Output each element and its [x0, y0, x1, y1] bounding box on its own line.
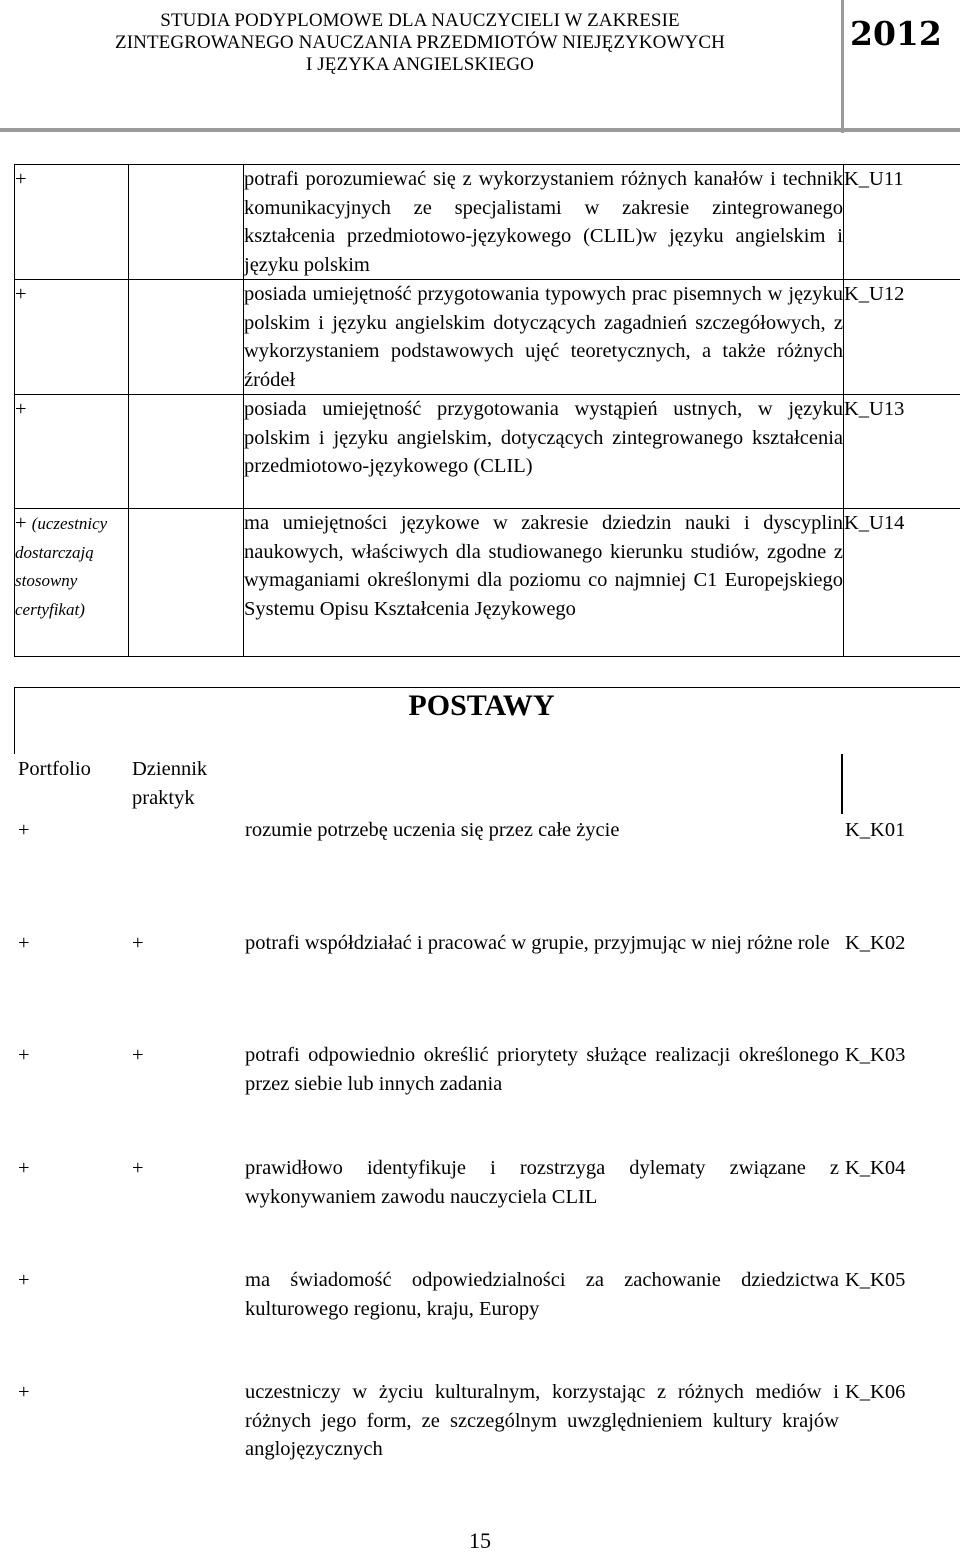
table-row [15, 280, 960, 395]
portfolio-mark: + [15, 283, 27, 305]
outcome-code: K_U14 [844, 509, 960, 657]
outcome-code: K_K01 [845, 819, 906, 841]
portfolio-mark: + [18, 1157, 30, 1179]
portfolio-mark: + [15, 398, 27, 420]
portfolio-cell [15, 280, 129, 395]
outcome-description: potrafi porozumiewać się z wykorzystaniem różnych kanałów i technik komunikacyjnych ze specjalistami w zakresie zintegrowanego kształcenia przedmiotowo-językowego (CLIL)w języku angielskim i języku polskim [244, 165, 844, 280]
outcome-code: K_K03 [845, 1044, 906, 1066]
portfolio-mark: + [15, 512, 27, 534]
outcome-code: K_U11 [844, 165, 960, 280]
outcome-description: prawidłowo identyfikuje i rozstrzyga dylematy związane z wykonywaniem zawodu nauczyciela CLIL [245, 1157, 839, 1208]
header-title-line: STUDIA PODYPLOMOWE DLA NAUCZYCIELI W ZAKRESIE [160, 10, 680, 31]
dziennik-mark: + [132, 1157, 144, 1179]
portfolio-mark: + [18, 932, 30, 954]
dziennik-cell [129, 395, 244, 509]
dziennik-cell [129, 165, 244, 280]
outcome-description: posiada umiejętność przygotowania typowych prac pisemnych w języku polskim i języku angielskim dotyczących zagadnień szczegółowych, z wykorzystaniem podstawowych ujęć teoretycznych, a także różnych źródeł [244, 280, 844, 395]
outcome-description: posiada umiejętność przygotowania wystąpień ustnych, w języku polskim i języku angielskim, dotyczących zintegrowanego kształcenia przedmiotowo-językowego (CLIL) [244, 395, 844, 509]
header-title-line: I JĘZYKA ANGIELSKIEGO [306, 54, 534, 75]
section-title: POSTAWY [408, 689, 555, 722]
portfolio-mark: + [18, 1269, 30, 1291]
certificate-note: (uczestnicy dostarczają stosowny certyfikat) [15, 514, 108, 619]
outcome-code: K_K02 [845, 932, 906, 954]
table-row [15, 165, 960, 280]
portfolio-cell [15, 509, 129, 657]
portfolio-cell [15, 395, 129, 509]
column-header-portfolio: Portfolio [18, 758, 91, 780]
dziennik-cell [129, 280, 244, 395]
table-row [15, 395, 960, 509]
outcome-description: potrafi odpowiednio określić priorytety służące realizacji określonego przez siebie lub innych zadania [245, 1044, 839, 1095]
outcome-description: uczestniczy w życiu kulturalnym, korzystając z różnych mediów i różnych jego form, ze szczególnym uwzględnieniem kultury krajów anglojęzycznych [245, 1381, 839, 1460]
portfolio-cell [15, 165, 129, 280]
header-rule [0, 128, 960, 132]
header-divider [841, 0, 844, 133]
outcome-description: potrafi współdziałać i pracować w grupie, przyjmując w niej różne role [245, 932, 830, 954]
header-year: 2012 [850, 14, 942, 53]
dziennik-mark: + [132, 1044, 144, 1066]
outcome-code: K_U13 [844, 395, 960, 509]
outcome-description: ma umiejętności językowe w zakresie dziedzin nauki i dyscyplin naukowych, właściwych dla studiowanego kierunku studiów, zgodne z wymaganiami określonymi dla poziomu co najmniej C1 Europejskiego Systemu Opisu Kształcenia Językowego [244, 509, 844, 657]
portfolio-mark: + [15, 168, 27, 190]
page-number: 15 [469, 1528, 491, 1553]
dziennik-mark: + [132, 932, 144, 954]
portfolio-mark: + [18, 1381, 30, 1403]
table-row [15, 509, 960, 657]
header-title [0, 10, 840, 76]
outcome-code: K_U12 [844, 280, 960, 395]
column-divider [841, 754, 843, 814]
outcome-description: rozumie potrzebę uczenia się przez całe życie [245, 819, 620, 841]
outcome-code: K_K04 [845, 1157, 906, 1179]
outcome-code: K_K05 [845, 1269, 906, 1291]
column-header-dziennik: Dziennik praktyk [132, 758, 208, 809]
skills-table [14, 164, 960, 657]
dziennik-cell [129, 509, 244, 657]
portfolio-mark: + [18, 1044, 30, 1066]
page-header [0, 0, 960, 136]
outcome-code: K_K06 [845, 1381, 906, 1403]
header-title-line: ZINTEGROWANEGO NAUCZANIA PRZEDMIOTÓW NIEJĘZYKOWYCH [115, 32, 725, 53]
outcome-description: ma świadomość odpowiedzialności za zachowanie dziedzictwa kulturowego regionu, kraju, Europy [245, 1269, 839, 1320]
portfolio-mark: + [18, 819, 30, 841]
